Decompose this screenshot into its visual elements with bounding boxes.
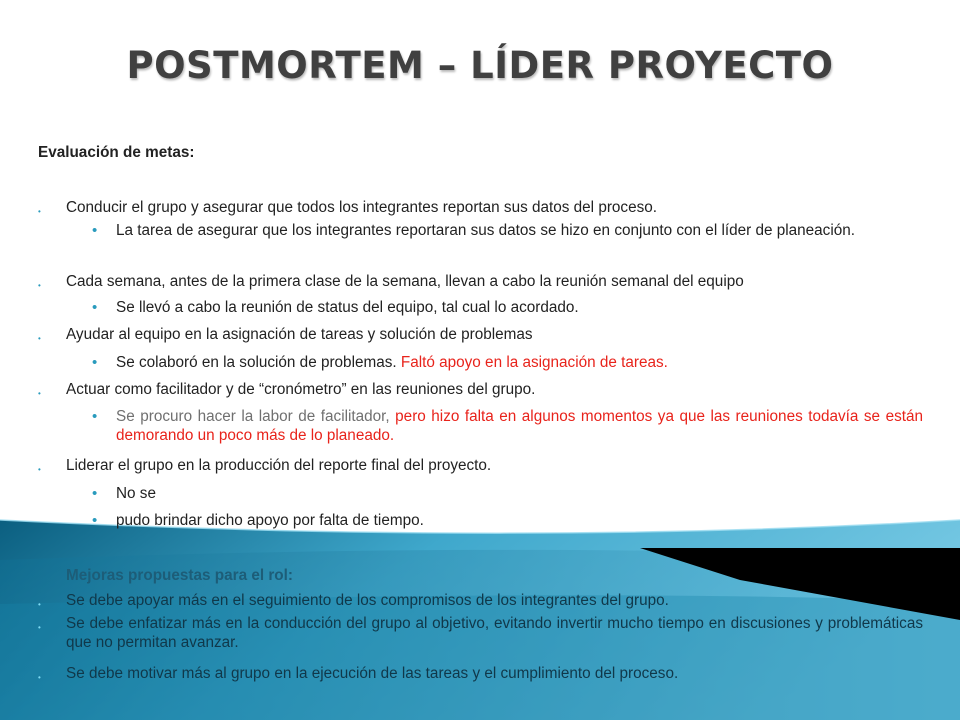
- bullet-icon: •: [92, 485, 98, 502]
- bullet-icon: •: [38, 673, 41, 682]
- goal-sub-item: [116, 407, 923, 445]
- goal-item: Liderar el grupo en la producción del reporte final del proyecto.: [66, 457, 492, 474]
- sub-item-text: Se colaboró en la solución de problemas.: [116, 354, 397, 371]
- improvement-item: Se debe enfatizar más en la conducción del grupo al objetivo, evitando invertir mucho tiempo en discusiones y problemáticas que no permitan avanzar.: [66, 615, 923, 651]
- bullet-icon: •: [38, 623, 41, 632]
- bullet-icon: •: [38, 465, 41, 474]
- sub-item-text: Se procuro hacer la labor de facilitador,: [116, 408, 390, 425]
- bullet-icon: •: [92, 408, 98, 425]
- bullet-icon: •: [38, 389, 41, 398]
- bullet-icon: •: [38, 207, 41, 216]
- goal-sub-item: La tarea de asegurar que los integrantes reportaran sus datos se hizo en conjunto con el líder de planeación.: [116, 222, 855, 239]
- sub-item-highlight: pero hizo falta en algunos momentos ya que las reuniones todavía se están demorando un poco más de lo planeado.: [116, 408, 923, 444]
- goal-sub-item: [116, 353, 923, 372]
- slide-title: POSTMORTEM – LÍDER PROYECTO: [126, 44, 834, 87]
- goal-sub-item: No se: [116, 485, 156, 502]
- improvements-heading: Mejoras propuestas para el rol:: [66, 567, 293, 584]
- goal-item: Conducir el grupo y asegurar que todos los integrantes reportan sus datos del proceso.: [66, 199, 657, 216]
- goal-item: Cada semana, antes de la primera clase de la semana, llevan a cabo la reunión semanal del equipo: [66, 273, 744, 290]
- improvement-item: Se debe apoyar más en el seguimiento de los compromisos de los integrantes del grupo.: [66, 592, 669, 609]
- bullet-icon: •: [38, 334, 41, 343]
- bullet-icon: •: [92, 299, 98, 316]
- goal-item: Ayudar al equipo en la asignación de tareas y solución de problemas: [66, 326, 533, 343]
- bullet-icon: •: [92, 222, 98, 239]
- goal-sub-item: pudo brindar dicho apoyo por falta de tiempo.: [116, 512, 424, 529]
- bullet-icon: •: [92, 512, 98, 529]
- goals-heading: Evaluación de metas:: [38, 144, 195, 161]
- bullet-icon: •: [38, 281, 41, 290]
- goal-sub-item: Se llevó a cabo la reunión de status del equipo, tal cual lo acordado.: [116, 299, 579, 316]
- goal-item: Actuar como facilitador y de “cronómetro” en las reuniones del grupo.: [66, 381, 536, 398]
- bullet-icon: •: [92, 354, 98, 371]
- improvement-item: Se debe motivar más al grupo en la ejecución de las tareas y el cumplimiento del proceso.: [66, 665, 679, 682]
- bullet-icon: •: [38, 600, 41, 609]
- sub-item-highlight: Faltó apoyo en la asignación de tareas.: [396, 354, 668, 371]
